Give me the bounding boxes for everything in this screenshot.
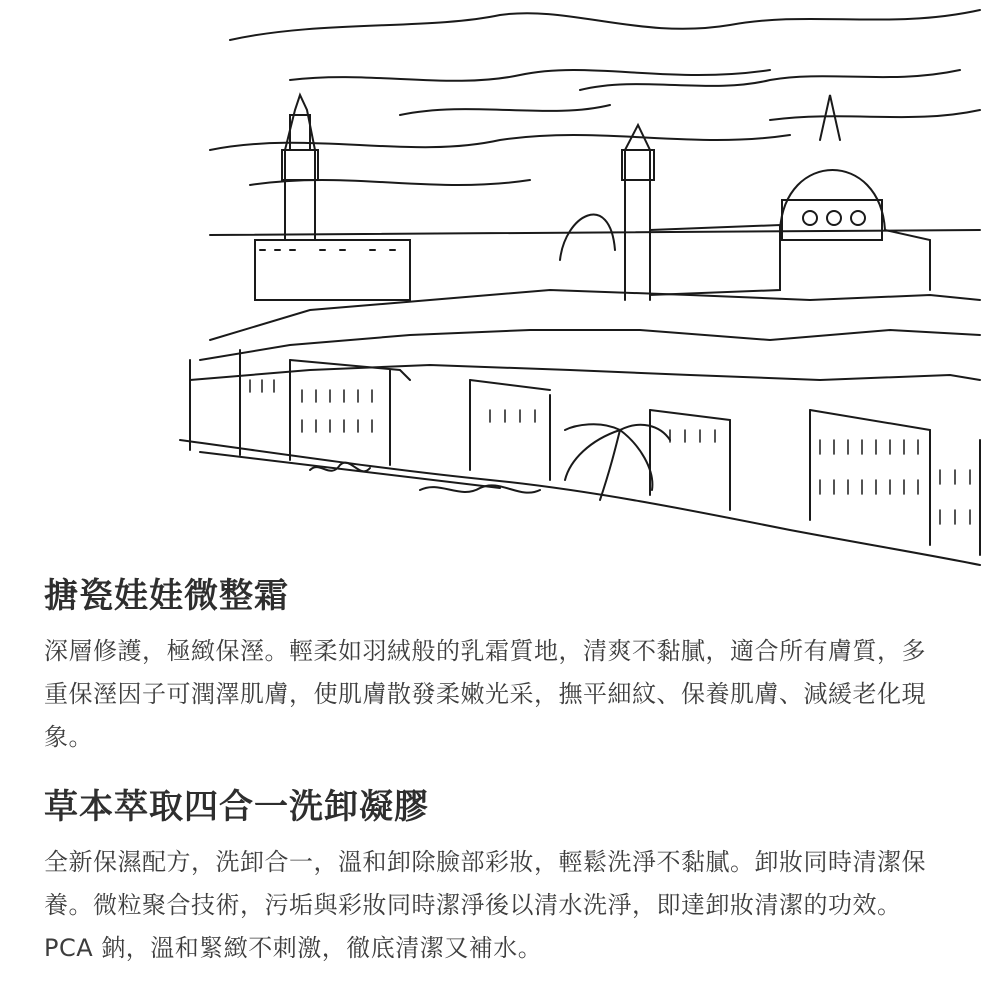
product-description: 深層修護，極緻保溼。輕柔如羽絨般的乳霜質地，清爽不黏膩，適合所有膚質，多重保溼因子可潤澤肌膚，使肌膚散發柔嫩光采，撫平細紋、保養肌膚、減緩老化現象。 <box>44 637 926 751</box>
product-section-cleansing-gel <box>44 783 944 970</box>
product-section-cream <box>44 572 944 759</box>
product-title: 草本萃取四合一洗卸凝膠 <box>44 787 429 827</box>
city-sketch-illustration <box>170 0 983 580</box>
product-description: 全新保濕配方，洗卸合一，溫和卸除臉部彩妝，輕鬆洗淨不黏膩。卸妝同時清潔保養。微粒聚合技術，污垢與彩妝同時潔淨後以清水洗淨，即達卸妝清潔的功效。PCA 鈉，溫和緊緻不刺激，徹底清潔又補水。 <box>44 848 926 962</box>
product-title: 搪瓷娃娃微整霜 <box>44 576 289 616</box>
florence-skyline-icon <box>170 0 983 580</box>
